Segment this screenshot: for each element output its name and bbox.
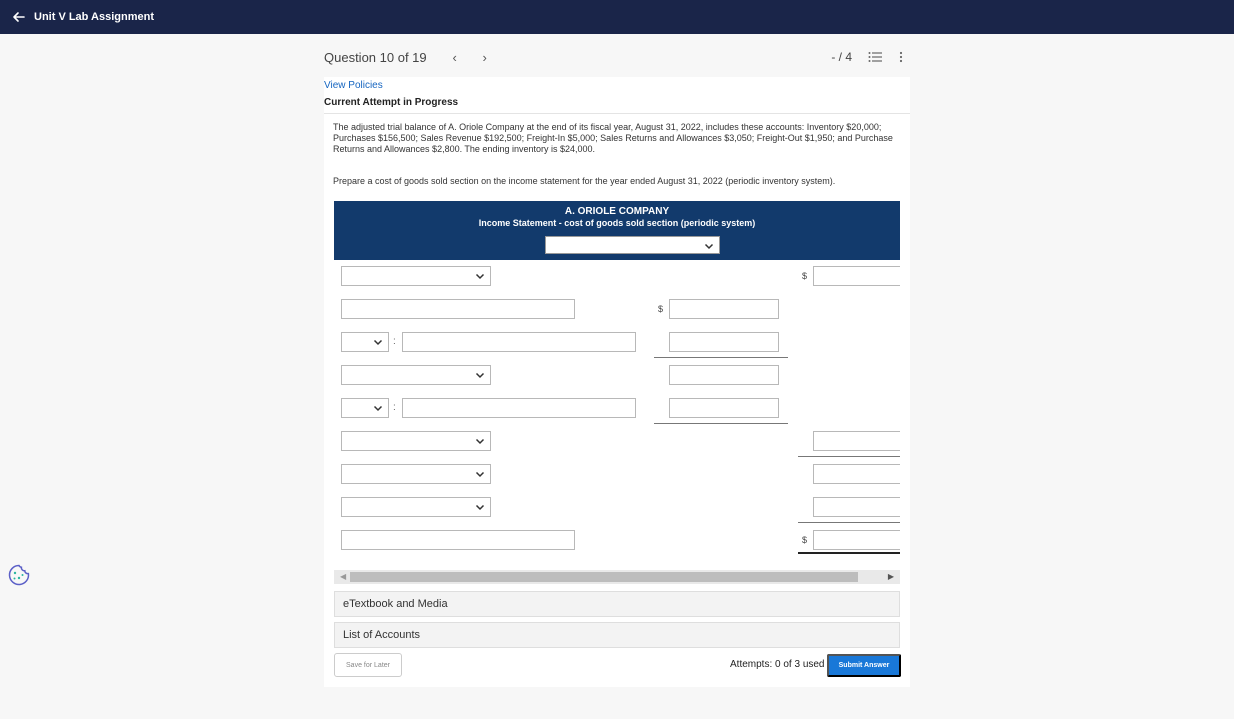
question-counter: Question 10 of 19 (324, 49, 427, 65)
statement-subtitle: Income Statement - cost of goods sold section (periodic system) (478, 218, 756, 228)
submit-answer-button[interactable]: Submit Answer (827, 654, 901, 677)
assignment-title[interactable]: Unit V Lab Assignment (34, 11, 154, 23)
amount-input[interactable] (669, 332, 779, 352)
cookie-icon[interactable] (7, 563, 31, 587)
operator-select[interactable] (341, 398, 389, 418)
view-policies-link[interactable]: View Policies (324, 80, 383, 91)
amount-input[interactable] (669, 365, 779, 385)
chevron-down-icon (373, 403, 383, 413)
amount-input[interactable] (813, 266, 900, 286)
period-select[interactable] (545, 236, 720, 254)
chevron-down-icon (475, 271, 485, 281)
chevron-down-icon (475, 469, 485, 479)
save-for-later-button[interactable]: Save for Later (334, 653, 402, 677)
account-input[interactable] (402, 398, 636, 418)
top-bar (0, 0, 1234, 34)
operator-select[interactable] (341, 332, 389, 352)
underline (654, 423, 788, 424)
question-list-icon[interactable] (868, 51, 882, 63)
amount-input[interactable] (813, 530, 900, 550)
underline (798, 456, 900, 457)
currency-symbol: $ (802, 271, 808, 281)
prev-question-button[interactable]: ‹ (452, 49, 457, 65)
amount-input[interactable] (813, 464, 900, 484)
scrollbar-thumb[interactable] (350, 572, 858, 582)
double-underline (798, 552, 900, 554)
attempts-counter: Attempts: 0 of 3 used (730, 659, 825, 670)
account-select[interactable] (341, 464, 491, 484)
attempt-status: Current Attempt in Progress (324, 97, 459, 108)
amount-input[interactable] (813, 431, 900, 451)
account-input[interactable] (341, 299, 575, 319)
chevron-down-icon (475, 370, 485, 380)
question-panel (324, 77, 910, 687)
income-statement-form (334, 201, 900, 561)
chevron-down-icon (373, 337, 383, 347)
more-options-icon[interactable] (898, 51, 904, 63)
amount-input[interactable] (669, 398, 779, 418)
question-prompt: The adjusted trial balance of A. Oriole Company at the end of its fiscal year, August 31, 2022, includes these accounts: Inventory $20,000; Purchases $156,500; Sales Revenue $192,500; Freight-In $5,000; Sales Returns and Allowances $3,050; Freight-Out $1,950; and Purchase Returns and Allowances $2,800. The ending inventory is $24,000. (333, 122, 893, 154)
currency-symbol: $ (658, 304, 664, 314)
underline (654, 357, 788, 358)
scroll-left-icon[interactable]: ◀ (340, 572, 347, 581)
question-header (324, 42, 910, 72)
company-name: A. ORIOLE COMPANY (564, 206, 670, 217)
question-score: - / 4 (831, 50, 852, 64)
account-select[interactable] (341, 365, 491, 385)
amount-input[interactable] (813, 497, 900, 517)
account-select[interactable] (341, 497, 491, 517)
list-of-accounts-accordion[interactable]: List of Accounts (334, 622, 900, 648)
colon-separator: : (393, 402, 396, 413)
account-select[interactable] (341, 266, 491, 286)
chevron-down-icon (475, 436, 485, 446)
question-instruction: Prepare a cost of goods sold section on the income statement for the year ended August 31, 2022 (periodic inventory system). (333, 176, 836, 186)
horizontal-scrollbar[interactable] (334, 570, 900, 584)
scroll-right-icon[interactable]: ▶ (887, 572, 894, 581)
amount-input[interactable] (669, 299, 779, 319)
arrow-left-icon[interactable] (12, 10, 26, 24)
colon-separator: : (393, 336, 396, 347)
account-input[interactable] (402, 332, 636, 352)
chevron-down-icon (704, 241, 714, 251)
etextbook-accordion[interactable]: eTextbook and Media (334, 591, 900, 617)
statement-header (334, 201, 900, 260)
account-input[interactable] (341, 530, 575, 550)
currency-symbol: $ (802, 535, 808, 545)
chevron-down-icon (475, 502, 485, 512)
divider (324, 113, 910, 114)
underline (798, 522, 900, 523)
next-question-button[interactable]: › (482, 49, 487, 65)
account-select[interactable] (341, 431, 491, 451)
